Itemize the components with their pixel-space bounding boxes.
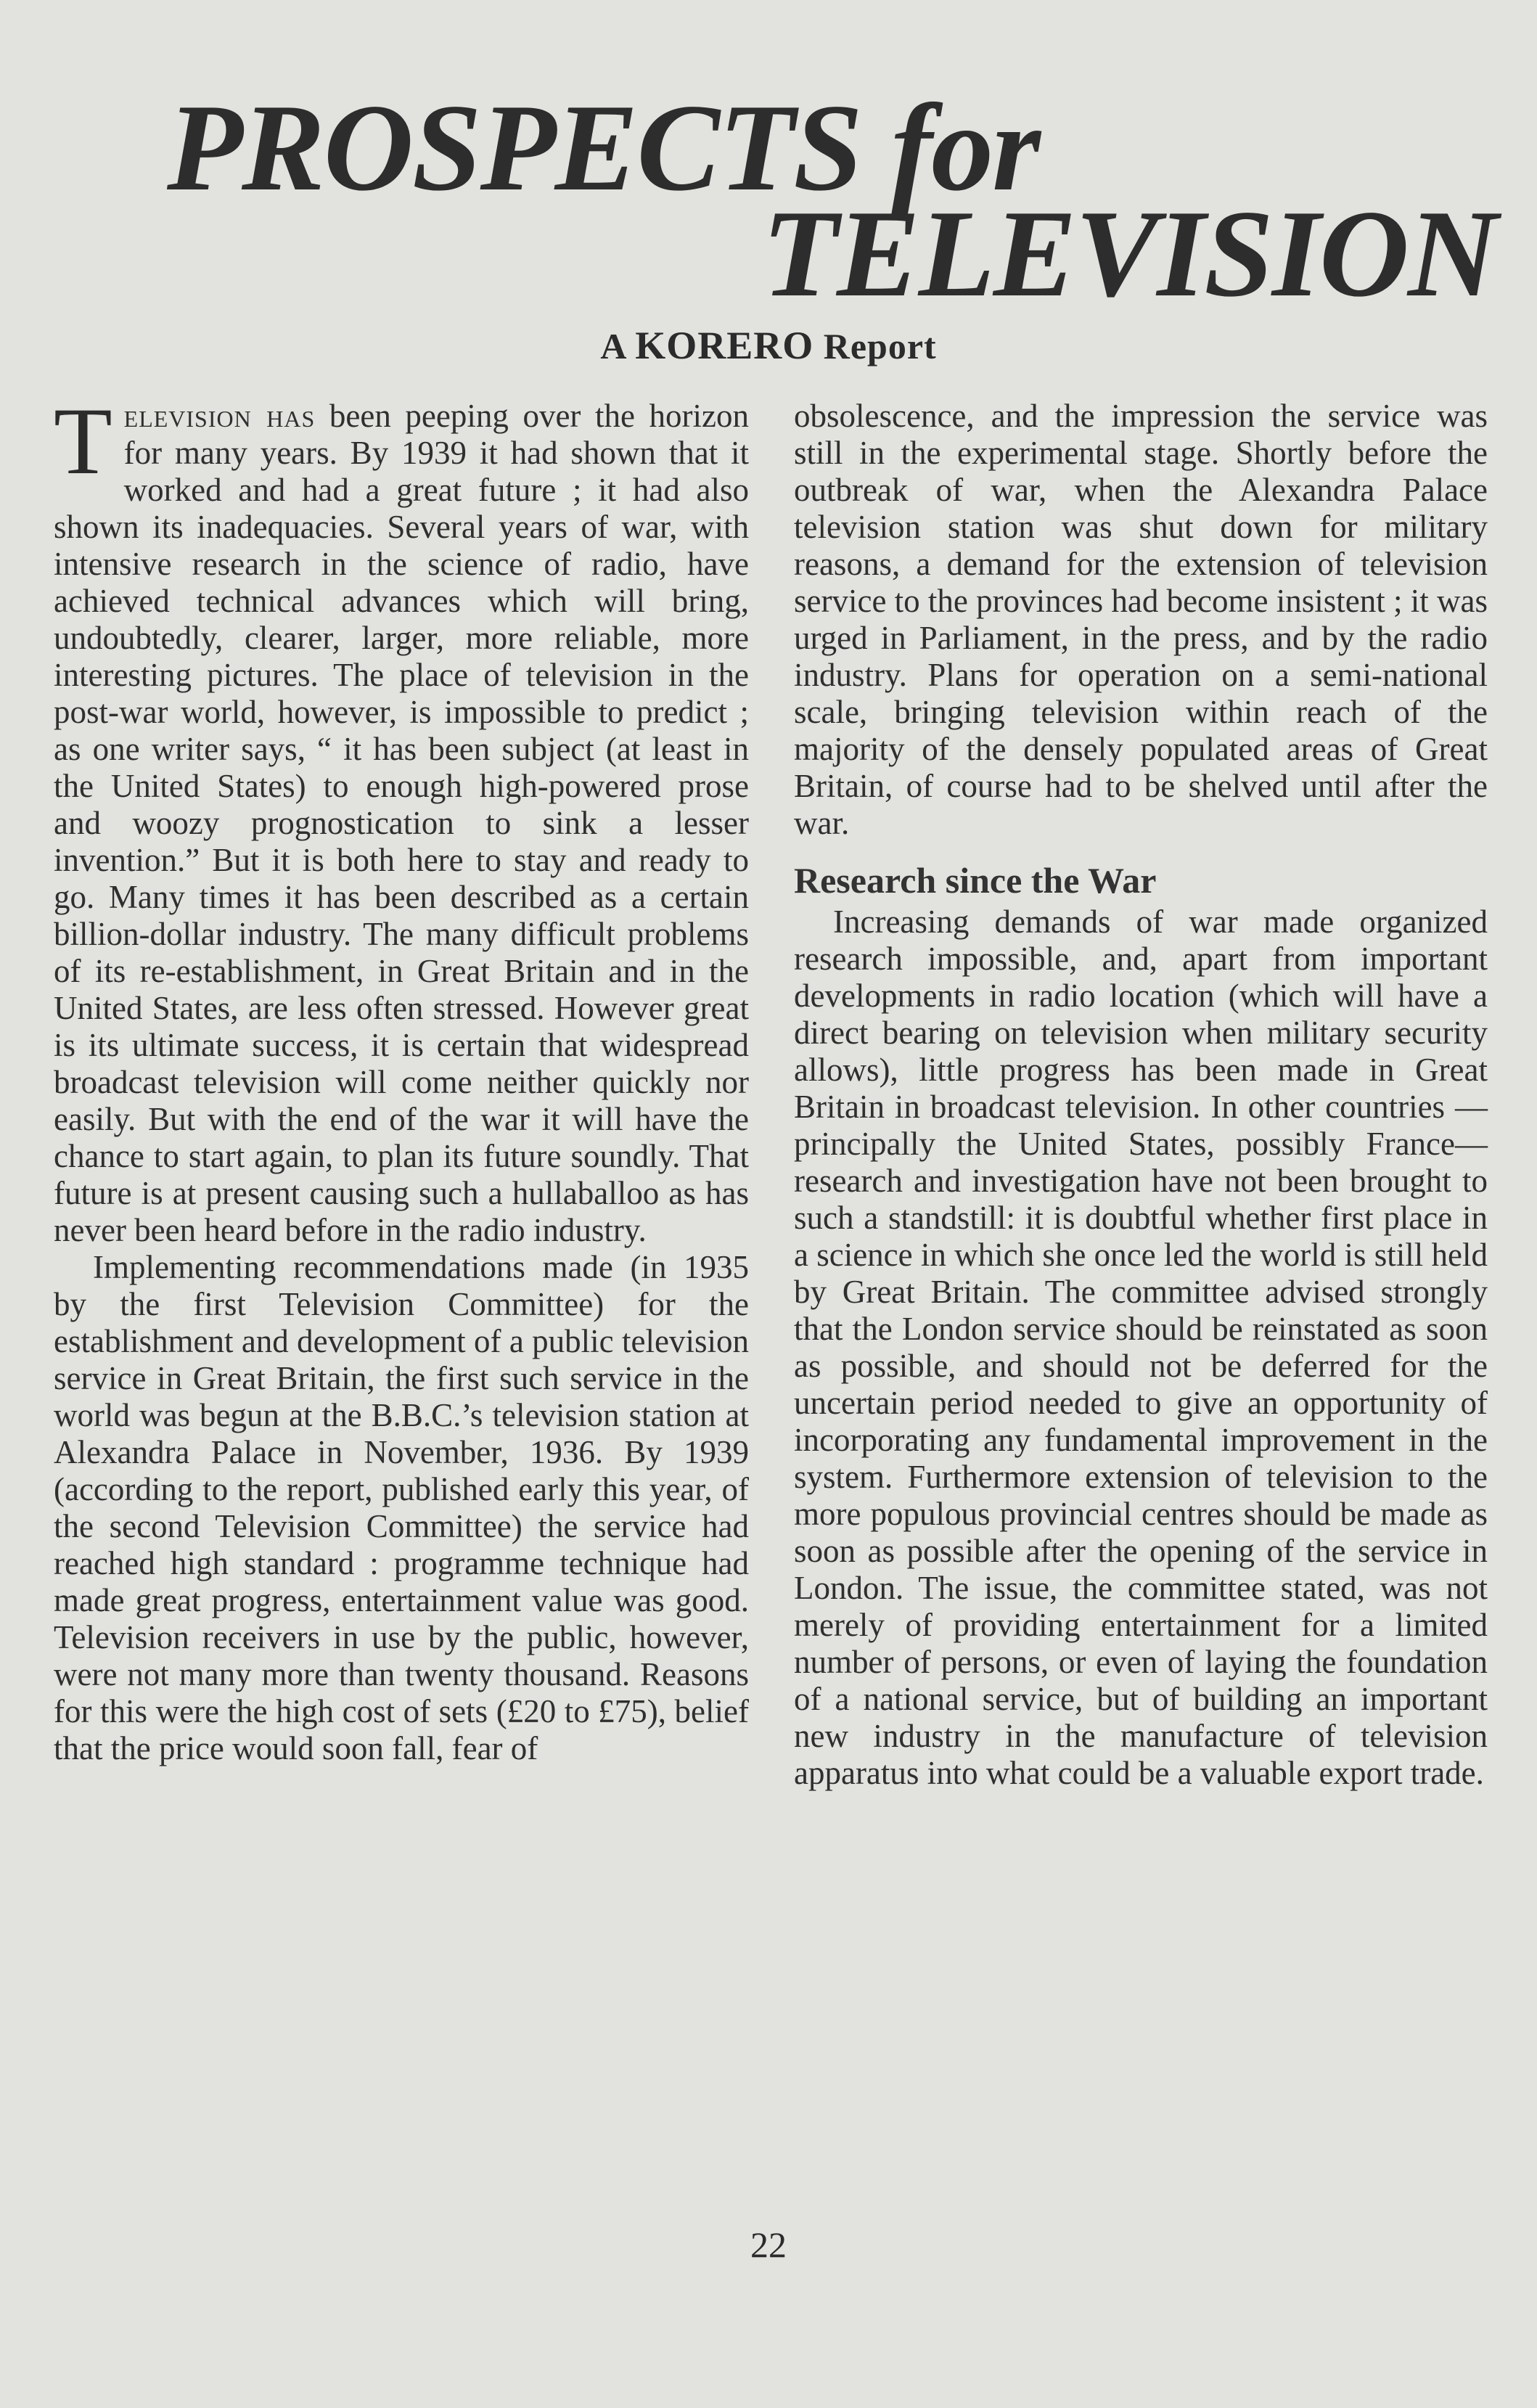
title-line-1: PROSPECTS for [167, 79, 1040, 217]
left-paragraph-2: Implementing recommendations made (in 1935 by the first Television Committee) for the establishment and development of a public television service in Great Britain, the first such service in the world was begun at the B.B.C.’s television station at Alexandra Palace in November, 1936. By 1939 (according to the report, published early this year, of the second Television Committee) the service had reached high standard : programme technique had made great progress, entertainment value was good. Television receivers in use by the public, however, were not many more than twenty thousand. Reasons for this were the high cost of sets (£20 to £75), belief that the price would soon fall, fear of [54, 1249, 749, 1766]
byline [0, 323, 1537, 368]
page-number: 22 [750, 2224, 787, 2265]
left-column [54, 388, 749, 1767]
drop-cap: T [54, 388, 112, 494]
byline-suffix: Report [823, 326, 937, 366]
byline-prefix: A [600, 326, 626, 366]
right-column [794, 398, 1488, 1792]
right-paragraph-2: Increasing demands of war made organized research impossible, and, apart from important developments in radio location (which will have a direct bearing on television when military security allows), little progress has been made in Great Britain in broadcast television. In other countries — principally the United States, possibly France—research and investigation have not been brought to such a standstill: it is doubtful whether first place in a science in which she once led the world is still held by Great Britain. The committee advised strongly that the London service should be reinstated as soon as possible, and should not be deferred for the uncertain period needed to give an opportunity of incorporating any fundamental improvement in the system. Furthermore extension of television to the more populous provincial centres should be made as soon as possible after the opening of the service in London. The issue, the committee stated, was not merely of providing entertainment for a limited number of persons, or even of laying the foundation of a national service, but of building an important new industry in the manufacture of television apparatus into what could be a valuable export trade. [794, 904, 1488, 1791]
left-paragraph-1-text: been peeping over the horizon for many years. By 1939 it had shown that it worked and had a great future ; it had also shown its inadequacies. Several years of war, with intensive research in the science of radio, have achieved technical advances which will bring, undoubtedly, clearer, larger, more reliable, more interesting pictures. The place of television in the post-war world, however, is impossible to predict ; as one writer says, “ it has been subject (at least in the United States) to enough high-powered prose and woozy prognostication to sink a lesser invention.” But it is both here to stay and ready to go. Many times it has been described as a certain billion-dollar industry. The many difficult problems of its re-establishment, in Great Britain and in the United States, are less often stressed. However great is its ultimate success, it is certain that widespread broadcast television will come neither quickly nor easily. But with the end of the war it will have the chance to start again, to plan its future soundly. That future is at present causing such a hullaballoo as has never been heard before in the radio industry. [54, 398, 749, 1248]
left-paragraph-1 [54, 388, 749, 1249]
lead-smallcaps: elevision has [123, 398, 316, 434]
right-paragraph-1: obsolescence, and the impression the service was still in the experimental stage. Shortly before the outbreak of war, when the Alexandra Palace television station was shut down for military reasons, a demand for the extension of television service to the provinces had become insistent ; it was urged in Parliament, in the press, and by the radio industry. Plans for operation on a semi-national scale, bringing television within reach of the majority of the densely populated areas of Great Britain, of course had to be shelved until after the war. [794, 398, 1488, 841]
title-line-2: TELEVISION [762, 185, 1497, 323]
section-subhead: Research since the War [794, 860, 1157, 901]
byline-name: KORERO [635, 324, 814, 367]
